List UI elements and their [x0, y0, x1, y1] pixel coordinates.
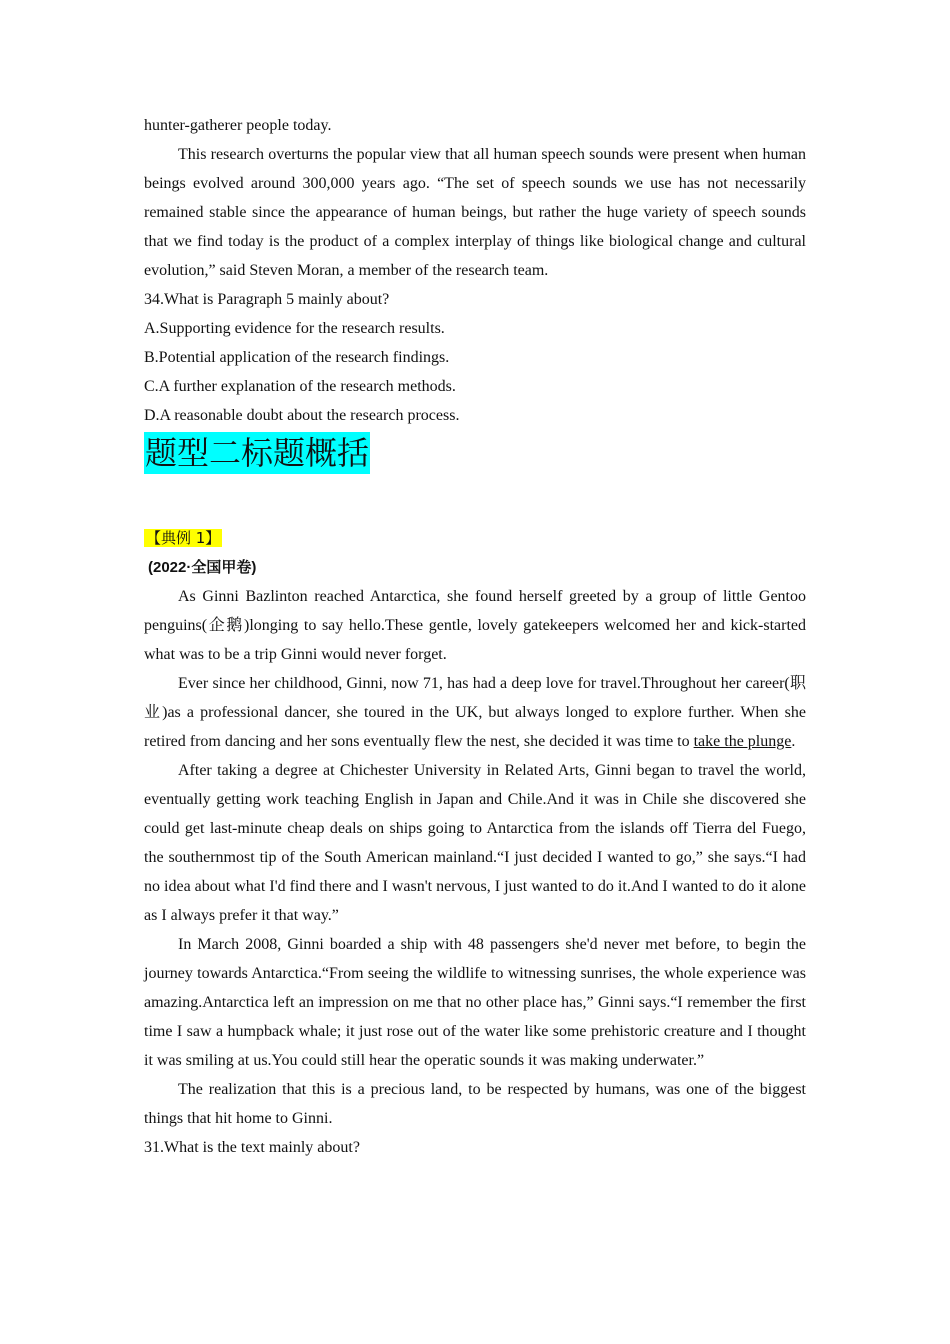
paragraph-2-text: Ever since her childhood, Ginni, now 71, has had a deep love for travel.Throughout her career(职业)as a professional dancer, she toured in the UK, but always longed to explore further. When she retired from dancing and her sons eventually flew the nest, she decided it was time to — [144, 675, 806, 750]
section-heading — [144, 432, 806, 482]
passage-paragraph-1: As Ginni Bazlinton reached Antarctica, she found herself greeted by a group of little Gentoo penguins(企鹅)longing to say hello.These gentle, lovely gatekeepers welcomed her and kick-started what was to be a trip Ginni would never forget. — [144, 588, 806, 663]
question-31-stem: 31.What is the text mainly about? — [144, 1139, 360, 1156]
example-label-line — [144, 524, 806, 553]
document-page — [144, 111, 806, 1162]
question-34-option-b: B.Potential application of the research findings. — [144, 349, 450, 366]
question-34-option-a: A.Supporting evidence for the research results. — [144, 320, 445, 337]
example-label: 【典例 1】 — [146, 529, 221, 547]
passage-paragraph-3: After taking a degree at Chichester University in Related Arts, Ginni began to travel the world, eventually getting work teaching English in Japan and Chile.And it was in Chile she discovered she could get last-minute cheap deals on ships going to Antarctica from the islands off Tierra del Fuego, the southernmost tip of the South American mainland.“I just decided I wanted to go,” she says.“I had no idea about what I'd find there and I wasn't nervous, I just wanted to do it.And I wanted to do it alone as I always prefer it that way.” — [144, 762, 806, 924]
example-source-line — [144, 553, 806, 582]
question-34-stem: 34.What is Paragraph 5 mainly about? — [144, 291, 390, 308]
passage-line-end: hunter-gatherer people today. — [144, 117, 332, 134]
question-34-option-c: C.A further explanation of the research methods. — [144, 378, 456, 395]
question-34-option-d: D.A reasonable doubt about the research process. — [144, 407, 460, 424]
paragraph-2-end: . — [791, 733, 796, 750]
example-source: (2022·全国甲卷) — [148, 559, 257, 576]
section-title: 题型二标题概括 — [145, 434, 370, 472]
passage-paragraph-5: The realization that this is a precious land, to be respected by humans, was one of the biggest things that hit home to Ginni. — [144, 1081, 806, 1127]
passage-paragraph-4: In March 2008, Ginni boarded a ship with 48 passengers she'd never met before, to begin the journey towards Antarctica.“From seeing the wildlife to witnessing sunrises, the whole experience was amazing.Antarctica left an impression on me that no other place has,” Ginni says.“I remember the first time I saw a humpback whale; it just rose out of the water like some prehistoric creature and I thought it was smiling at us.You could still hear the operatic sounds it was making underwater.” — [144, 936, 806, 1069]
paragraph-5: This research overturns the popular view that all human speech sounds were present when human beings evolved around 300,000 years ago. “The set of speech sounds we use has not necessarily remained stable since the appearance of human beings, but rather the huge variety of speech sounds that we find today is the product of a complex interplay of things like biological change and cultural evolution,” said Steven Moran, a member of the research team. — [144, 146, 806, 279]
underlined-phrase: take the plunge — [693, 733, 792, 750]
passage-paragraph-2 — [144, 669, 806, 756]
